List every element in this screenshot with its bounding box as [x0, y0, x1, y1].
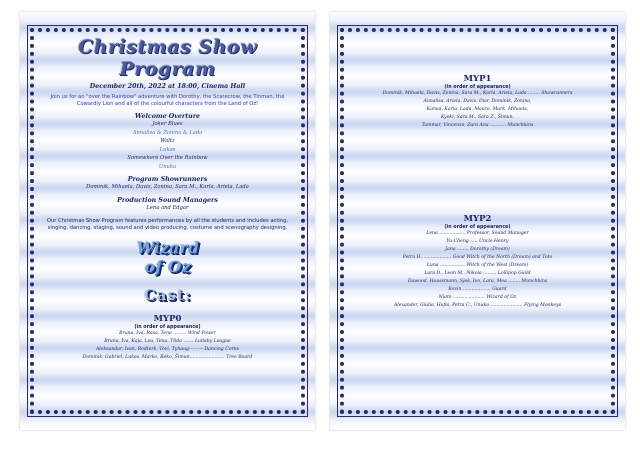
cast-line: Niani ...................... Wizard of Oz — [438, 295, 517, 300]
myp2-heading: MYP2 — [463, 214, 492, 224]
myp2-cast-list — [348, 230, 607, 310]
cast-line: Dawood, Haussmann, Sjek, Ivo, Lara, Mea ........ Munchkins — [407, 279, 548, 284]
cast-line: Jana ........ Dorothy (Dream) — [445, 247, 510, 252]
overture-item: Somewhere Over the Rainbow — [127, 155, 208, 161]
cast-line: Bruna, Iva, Kaja, Lea, Tena, Tilda ....... Lullaby League — [104, 339, 231, 344]
overture-performer: Lukas — [159, 146, 176, 153]
cast-line: Annalisa, Ariela, Davis, Diar, Dominik, Zonina, — [423, 99, 532, 104]
program-page-right — [330, 12, 625, 430]
wizard-of-oz-logo — [38, 238, 297, 276]
right-page-content — [348, 34, 607, 408]
program-description: Our Christmas Show Program features performances by all the students and includes acting, singing, dancing, staging, sound and video producing, costume and scenography designing. — [46, 218, 289, 231]
program-page-left — [20, 12, 315, 430]
cast-heading: Cast: — [143, 286, 192, 304]
cast-line: Yu-Cheng ..... Uncle Henry — [446, 239, 509, 244]
cast-line: Dominik, Gabriel, Lukas, Marko, Reko, Šimun........................ Tree Board — [82, 355, 253, 360]
cast-line: Luna ................. Witch of the West (Dream) — [426, 263, 529, 268]
sound-managers-heading: Production Sound Managers — [117, 196, 218, 204]
myp0-cast-list — [38, 330, 297, 362]
overture-item: Joker Blues — [152, 121, 183, 127]
cast-line: Petra H. ................... Good Witch of the North (Dream) and Toto — [402, 255, 553, 260]
order-note: (in order of appearance) — [134, 325, 201, 330]
cast-line: Kevin ................... Guard — [448, 287, 507, 292]
program-title: Christmas Show Program — [78, 36, 257, 80]
cast-line: Bruna, Iva, Rasa, Tena ......... Wind Power — [119, 331, 216, 336]
myp0-heading: MYP0 — [153, 314, 182, 324]
welcome-overture-list — [38, 120, 297, 171]
cast-line: Lara D., Leon M., Nikola ......... Lollipop Guild — [424, 271, 531, 276]
showrunners-heading: Program Showrunners — [127, 176, 208, 183]
logo-line: Wizard — [136, 238, 199, 257]
cast-line: Lena .................. Professor, Sound Manager — [426, 231, 529, 236]
cast-line: Aleksandar, Ivan, Rodterk, Tovi, Tyhaug--------- Dancing Corns — [95, 347, 239, 352]
intro-text: Join us for an "over the Rainbow" adventure with Dorothy, the Scarecrow, the Tinman, the Cowardly Lion and all of the colourful characters from the Land of Oz! — [50, 94, 285, 107]
sound-managers-names: Lena and Edgar — [146, 204, 189, 211]
overture-performer: Unuka — [158, 163, 177, 170]
welcome-overture-heading: Welcome Overture — [134, 113, 201, 120]
overture-item: Waltz — [160, 138, 175, 144]
myp1-heading: MYP1 — [463, 74, 492, 84]
order-note: (in order of appearance) — [444, 85, 511, 90]
left-page-content — [38, 34, 297, 408]
cast-line: Alexander, Giulia, Hafia, Petra C., Unuka ...................... Flying Monkeys — [393, 303, 562, 308]
order-note: (in order of appearance) — [444, 225, 511, 230]
cast-line: Kamal, Karla, Lada, Mauro, Mark, Mihaela, — [426, 107, 529, 112]
myp1-cast-list — [348, 90, 607, 130]
overture-performer: Annalisa & Zonina & Lada — [132, 129, 203, 136]
logo-line: of Oz — [144, 257, 191, 276]
showrunners-names: Dominik, Mihaela, Davis, Zonina, Sara M., Karla, Ariela, Lada — [86, 184, 249, 190]
cast-line: Dominik, Mihaela, Davis, Zonina, Sara M., Karla, Ariela, Lada ........ Showrunners — [382, 91, 573, 96]
cast-line: Kyoki, Sara M., Sara Z., Šimun, — [440, 115, 515, 120]
event-date: December 20th, 2022 at 18:00, Cinema Hall — [89, 83, 246, 90]
cast-line: Tammar, Vincenzo, Zara Ana ........... Munchkins — [421, 123, 534, 128]
